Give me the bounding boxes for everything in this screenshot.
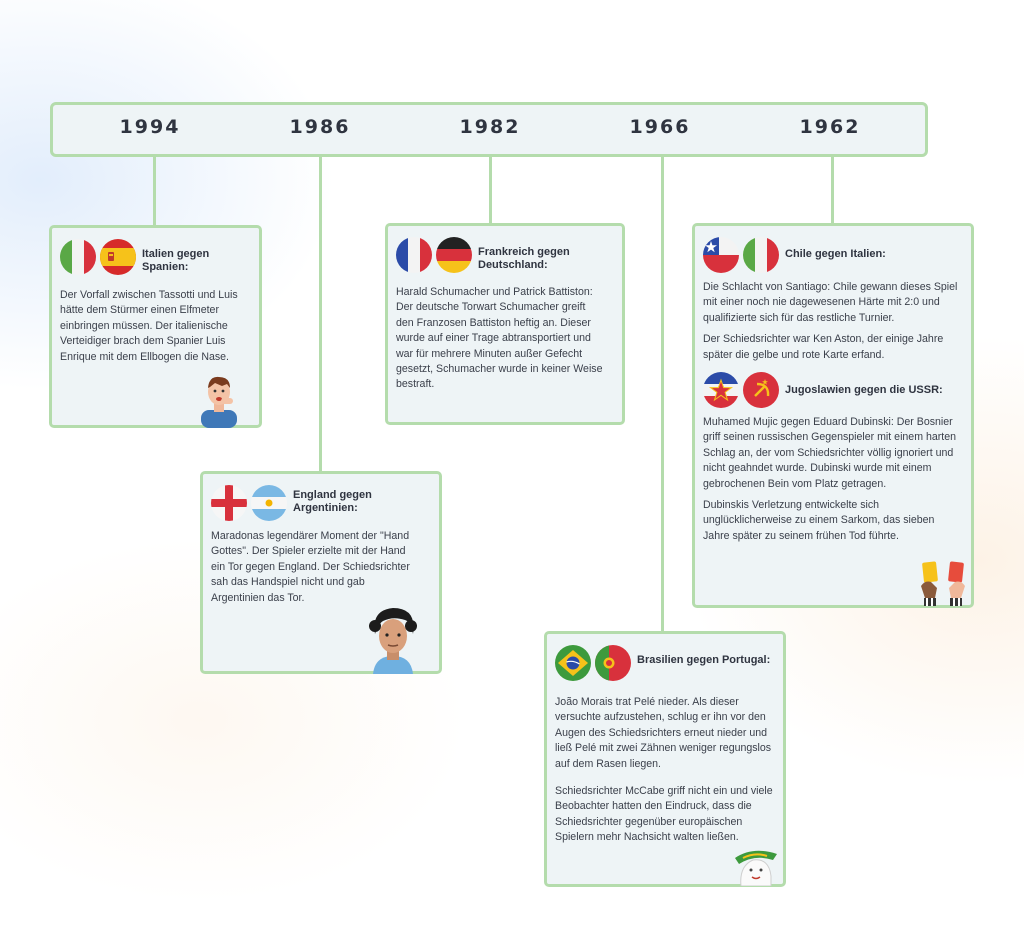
card-title: Frankreich gegen Deutschland: (478, 246, 570, 271)
card-text (703, 280, 958, 369)
yugoslavia-flag-icon (703, 372, 739, 408)
card-title: Chile gegen Italien: (785, 248, 886, 260)
connector-1994 (153, 157, 156, 227)
connector-1982 (489, 157, 492, 225)
card-france-germany (385, 223, 625, 425)
card-title: Italien gegen Spanien: (142, 248, 210, 273)
year-1982: 1982 (459, 116, 521, 138)
italy-flag-icon (60, 239, 96, 275)
connector-1966 (661, 157, 664, 633)
argentina-flag-icon (251, 485, 287, 521)
card-paragraph: Der Schiedsrichter war Ken Aston, der einige Jahre später die gelbe und rote Karte erfand. (703, 333, 944, 361)
card-paragraph: Die Schlacht von Santiago: Chile gewann dieses Spiel mit einer noch nie dagewesenen Härte mit 2:0 und qualifizierte sich für das restliche Turnier. (703, 281, 958, 324)
brazil-flag-icon (555, 645, 591, 681)
card-text: Maradonas legendärer Moment der "Hand Gottes". Der Spieler erzielte mit der Hand ein Tor gegen England. Der Schiedsrichter sah das Handspiel nicht und gab Argentinien das Tor. (211, 530, 410, 604)
brazil-fan-icon (733, 846, 779, 886)
portugal-flag-icon (595, 645, 631, 681)
card-paragraph: Schiedsrichter McCabe griff nicht ein und viele Beobachter hatten den Eindruck, dass die Schiedsrichter gegenüber europäischen Spielern mehr Nachsicht walten ließen. (555, 785, 773, 844)
card-brazil-portugal (544, 631, 786, 887)
card-title: Brasilien gegen Portugal: (637, 654, 771, 666)
germany-flag-icon (436, 237, 472, 273)
connector-1962 (831, 157, 834, 225)
card-subtitle: Jugoslawien gegen die USSR: (785, 384, 943, 396)
card-subtext (703, 415, 958, 550)
card-text (555, 695, 775, 852)
chile-flag-icon (703, 237, 739, 273)
italy-flag-icon (743, 237, 779, 273)
maradona-portrait (365, 604, 421, 674)
year-1994: 1994 (119, 116, 181, 138)
card-chile-italy (692, 223, 974, 608)
france-flag-icon (396, 237, 432, 273)
card-text: Der Vorfall zwischen Tassotti und Luis hätte dem Stürmer einen Elfmeter einbringen müssen. Der italienische Verteidiger brach dem Spanier Luis Enrique mit dem Ellbogen die Nase. (60, 289, 238, 363)
ussr-flag-icon (743, 372, 779, 408)
card-paragraph: Dubinskis Verletzung entwickelte sich unglücklicherweise zu einem Sarkom, das sieben Jahre später zu seinem frühen Tod führte. (703, 499, 935, 542)
card-england-argentina (200, 471, 442, 674)
card-italy-spain (49, 225, 262, 428)
year-1966: 1966 (629, 116, 691, 138)
england-flag-icon (211, 485, 247, 521)
card-paragraph: Muhamed Mujic gegen Eduard Dubinski: Der Bosnier griff seinen russischen Gegenspieler mit einem harten Schlag an, der vom Schiedsrichter völlig ignoriert und nicht geahndet wurde. Dubinski wurde mit einem gebrochenen Bein vom Platz getragen. (703, 416, 957, 490)
year-1962: 1962 (799, 116, 861, 138)
year-1986: 1986 (289, 116, 351, 138)
yellow-red-cards-icon (917, 558, 969, 606)
card-paragraph: João Morais trat Pelé nieder. Als dieser versuchte aufzustehen, schlug er ihn vor den Augen des Schiedsrichters erneut nieder und ließ Pelé mit zwei Zähnen weniger regungslos auf dem Rasen liegen. (555, 696, 772, 770)
card-title: England gegen Argentinien: (293, 489, 372, 514)
injured-player-icon (197, 372, 241, 428)
connector-1986 (319, 157, 322, 473)
card-text: Harald Schumacher und Patrick Battiston: Der deutsche Torwart Schumacher greift den Franzosen Battiston heftig an. Dieser wurde auf einer Trage abtransportiert und war für mehrere Minuten außer Gefecht gesetzt, Schumacher wurde in keiner Weise bestraft. (396, 286, 603, 391)
spain-flag-icon (100, 239, 136, 275)
